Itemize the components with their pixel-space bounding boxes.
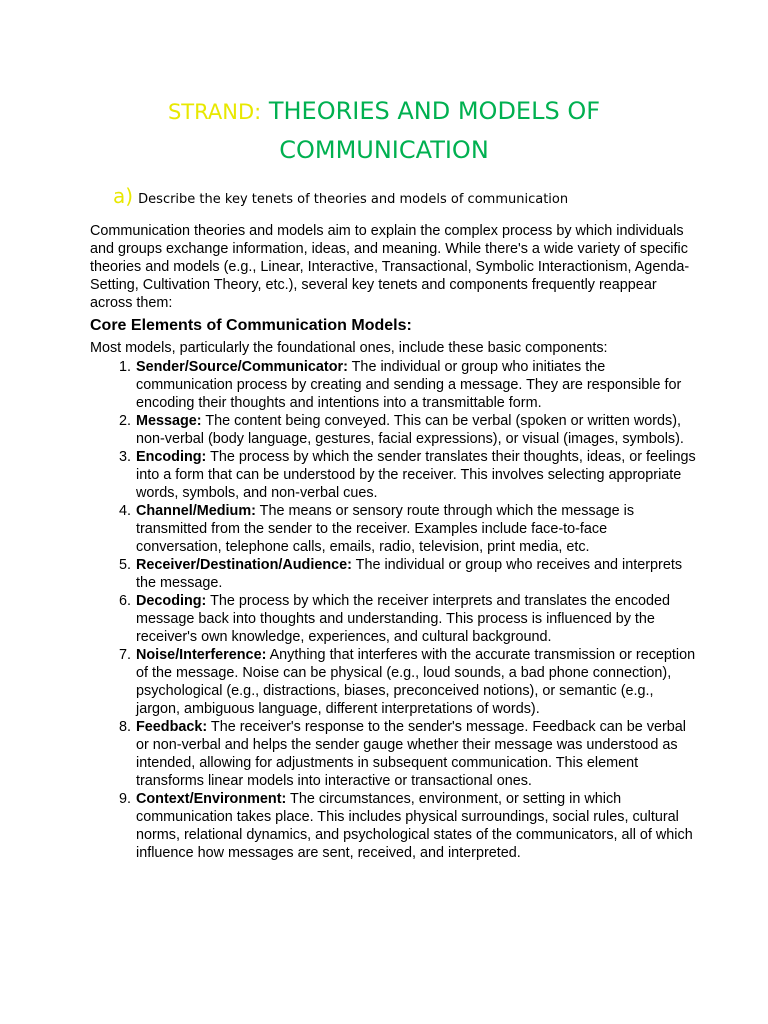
list-item	[118, 358, 696, 412]
list-item	[118, 556, 696, 592]
list-term: Decoding:	[136, 593, 207, 609]
list-term: Noise/Interference:	[136, 647, 267, 663]
list-description: The individual or group who initiates the communication process by creating and sending a message. They are responsible for encoding their thoughts and intentions into a transmittable form.	[136, 359, 682, 411]
list-number: 7.	[118, 647, 131, 663]
list-description: Anything that interferes with the accurate transmission or reception of the message. Noise can be physical (e.g., loud sounds, a bad phone connection), psychological (e.g., distractions, biases, preconceived notions), or semantic (e.g., jargon, ambiguous language, different interpretations of words).	[136, 647, 696, 717]
title-line-2	[0, 131, 768, 169]
list-number: 2.	[118, 413, 131, 429]
list-item	[118, 412, 696, 448]
list-item	[118, 646, 696, 718]
list-description: The means or sensory route through which the message is transmitted from the sender to the receiver. Examples include face-to-face conversation, telephone calls, emails, radio, television, print media, etc.	[136, 503, 635, 555]
intro-paragraph: Communication theories and models aim to explain the complex process by which individuals and groups exchange information, ideas, and meaning. While there's a wide variety of specific theories and models (e.g., Linear, Interactive, Transactional, Symbolic Interactionism, Agenda-Setting, Cultivation Theory, etc.), several key tenets and components frequently reappear across them:	[90, 223, 690, 311]
list-number: 1.	[118, 359, 131, 375]
list-item	[118, 592, 696, 646]
subquestion	[113, 184, 568, 208]
list-description: The circumstances, environment, or setting in which communication takes place. This includes physical surroundings, social rules, cultural norms, relational dynamics, and psychological states of the communicators, all of which influence how messages are sent, received, and interpreted.	[136, 791, 693, 861]
list-number: 4.	[118, 503, 131, 519]
title-line-1	[0, 92, 768, 131]
list-description: The content being conveyed. This can be verbal (spoken or written words), non-verbal (body language, gestures, facial expressions), or visual (images, symbols).	[136, 413, 684, 447]
lead-in-text: Most models, particularly the foundational ones, include these basic components:	[90, 340, 608, 356]
list-term: Message:	[136, 413, 202, 429]
list-item	[118, 718, 696, 790]
list-description: The receiver's response to the sender's message. Feedback can be verbal or non-verbal and helps the sender gauge whether their message was understood as intended, allowing for adjustments in subsequent communication. This element transforms linear models into interactive or transactional ones.	[136, 719, 686, 789]
subquestion-text: Describe the key tenets of theories and models of communication	[138, 192, 569, 207]
list-term: Feedback:	[136, 719, 208, 735]
list-number: 3.	[118, 449, 131, 465]
list-term: Channel/Medium:	[136, 503, 256, 519]
document-title	[0, 92, 768, 169]
strand-label: STRAND:	[167, 100, 262, 124]
list-description: The individual or group who receives and interprets the message.	[136, 557, 683, 591]
list-item	[118, 502, 696, 556]
list-term: Sender/Source/Communicator:	[136, 359, 348, 375]
list-description: The process by which the sender translates their thoughts, ideas, or feelings into a form that can be understood by the receiver. This involves selecting appropriate words, symbols, and non-verbal cues.	[136, 449, 696, 501]
list-term: Encoding:	[136, 449, 207, 465]
list-description: The process by which the receiver interprets and translates the encoded message back into thoughts and understanding. This process is influenced by the receiver's own knowledge, experiences, and cultural background.	[136, 593, 671, 645]
components-list	[118, 358, 696, 862]
list-item	[118, 790, 696, 862]
list-term: Context/Environment:	[136, 791, 287, 807]
section-heading: Core Elements of Communication Models:	[90, 317, 412, 334]
list-item	[118, 448, 696, 502]
title-text-line-2: COMMUNICATION	[279, 136, 489, 164]
list-number: 8.	[118, 719, 131, 735]
title-text-line-1: THEORIES AND MODELS OF	[268, 97, 601, 125]
list-number: 5.	[118, 557, 131, 573]
list-number: 6.	[118, 593, 131, 609]
list-number: 9.	[118, 791, 131, 807]
list-term: Receiver/Destination/Audience:	[136, 557, 352, 573]
subquestion-letter: a)	[113, 184, 134, 208]
